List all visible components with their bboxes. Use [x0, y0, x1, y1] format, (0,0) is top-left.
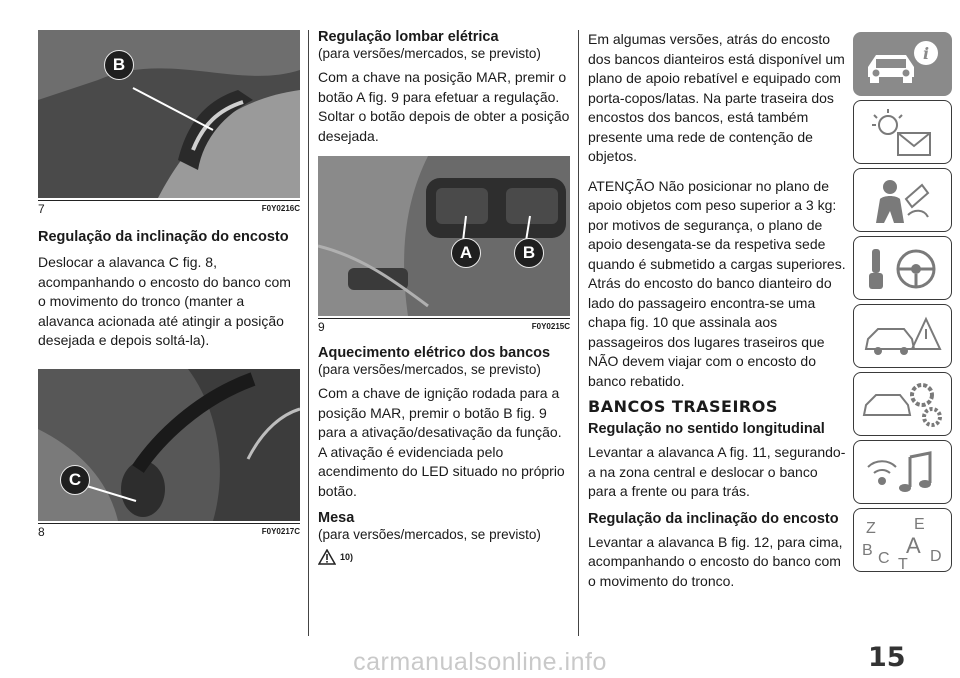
figure-9-number: 9: [318, 320, 325, 334]
figure-8-code: F0Y0217C: [261, 526, 300, 536]
figure-9-code: F0Y0215C: [531, 322, 570, 331]
column-middle: [318, 30, 570, 565]
section-title-table: Mesa: [318, 510, 355, 526]
figure-9-label-a: A: [451, 238, 481, 268]
signal-music-icon: [854, 441, 953, 505]
index-letter-b: B: [862, 542, 873, 559]
figure-7-code: F0Y0216C: [261, 204, 300, 213]
section-body-rear-backrest: Levantar a alavanca B fig. 12, para cima, acompanhando o encosto do banco com o movimento do tronco.: [588, 533, 843, 589]
section-subtitle-lumbar: (para versões/mercados, se previsto): [318, 46, 541, 61]
section-body-lumbar: Com a chave na posição MAR, premir o botão A fig. 9 para efetuar a regulação. Soltar o botão depois de obter a posição desejada.: [318, 69, 570, 144]
watermark: carmanualsonline.info: [353, 648, 607, 676]
section-subtitle-seat-heating: (para versões/mercados, se previsto): [318, 362, 541, 377]
index-letter-c: C: [878, 550, 890, 567]
index-letter-e: E: [914, 516, 925, 533]
section-body-longitudinal: Levantar a alavanca A fig. 11, segurando-a na zona central e deslocar o banco para a frente ou para trás.: [588, 444, 846, 499]
figure-8-caption: [38, 523, 300, 539]
warning-reference[interactable]: [318, 549, 570, 565]
para-attention: ATENÇÃO Não posicionar no plano de apoio objetos com peso superior a 3 kg: por motivos de segurança, o plano de apoio desengata-se da respetiva sede quando é submetido a cargas superiores.: [588, 177, 846, 272]
tab-index[interactable]: [853, 508, 952, 572]
car-gears-icon: [854, 373, 953, 437]
airbag-person-icon: [854, 169, 953, 233]
index-letter-a: A: [906, 533, 921, 558]
tab-maintenance[interactable]: [853, 372, 952, 436]
index-letter-d: D: [930, 548, 942, 565]
lights-message-icon: [854, 101, 953, 165]
warning-triangle-icon: [318, 549, 336, 565]
car-breakdown-icon: [854, 305, 953, 369]
section-title-seat-heating: Aquecimento elétrico dos bancos: [318, 345, 551, 361]
column-right: [588, 30, 846, 601]
alphabet-index-icon: [854, 509, 953, 573]
section-body-backrest-tilt: Deslocar a alavanca C fig. 8, acompanhando o encosto do banco com o movimento do tronco (manter a alavanca acionada até atingir a posição desejada e depois soltá-la).: [38, 254, 291, 348]
figure-7-illustration: [38, 30, 300, 198]
section-title-rear-backrest: Regulação da inclinação do encosto: [588, 510, 839, 527]
page-number: 15: [868, 642, 906, 673]
column-divider-1: [308, 30, 309, 636]
heading-rear-seats: BANCOS TRASEIROS: [588, 397, 778, 416]
para-folding-tray: Em algumas versões, atrás do encosto dos bancos dianteiros está disponível um plano de apoio rebatível e equipado com porta-copos/latas. Na parte traseira dos encostos dos bancos, está também presente uma rede de contenção de objetos.: [588, 31, 845, 164]
figure-9-illustration: [318, 156, 570, 316]
para-label-plate: Atrás do encosto do banco dianteiro do lado do passageiro encontra-se uma chapa fig. 10 que assinala aos passageiros dos lugares traseiros que NÃO devem viajar com o encosto do banco rebatido.: [588, 275, 832, 389]
tab-safety[interactable]: [853, 168, 952, 232]
figure-7-lever-photo: [38, 30, 300, 198]
tab-multimedia[interactable]: [853, 440, 952, 504]
warning-reference-number: 10): [340, 552, 354, 562]
figure-7-number: 7: [38, 202, 45, 216]
section-title-backrest-tilt: Regulação da inclinação do encosto: [38, 229, 289, 245]
section-title-lumbar: Regulação lombar elétrica: [318, 29, 499, 45]
figure-7-label-b: B: [104, 50, 134, 80]
svg-text:i: i: [922, 44, 930, 63]
figure-9-caption: [318, 318, 570, 334]
tab-starting-driving[interactable]: [853, 236, 952, 300]
index-letter-z: Z: [866, 520, 876, 537]
section-subtitle-table: (para versões/mercados, se previsto): [318, 527, 541, 542]
figure-9-label-b: B: [514, 238, 544, 268]
column-divider-2: [578, 30, 579, 636]
section-title-longitudinal: Regulação no sentido longitudinal: [588, 421, 825, 437]
figure-9-buttons-photo: [318, 156, 570, 316]
tab-car-info[interactable]: [853, 32, 952, 96]
section-body-seat-heating: Com a chave de ignição rodada para a posição MAR, premir o botão B fig. 9 para a ativação/desativação da função. A ativação é evidenciada pelo acendimento do LED situado no próprio botão.: [318, 385, 565, 499]
column-left: [38, 30, 300, 539]
key-steering-wheel-icon: [854, 237, 953, 301]
figure-8-illustration: [38, 369, 300, 521]
tab-emergency[interactable]: [853, 304, 952, 368]
figure-8-label-c: C: [60, 465, 90, 495]
figure-7-caption: [38, 200, 300, 216]
car-info-icon: [854, 33, 953, 97]
tab-lights-messages[interactable]: [853, 100, 952, 164]
figure-8-number: 8: [38, 524, 45, 539]
index-letter-t: T: [898, 556, 908, 573]
figure-8-lever-photo: [38, 369, 300, 521]
